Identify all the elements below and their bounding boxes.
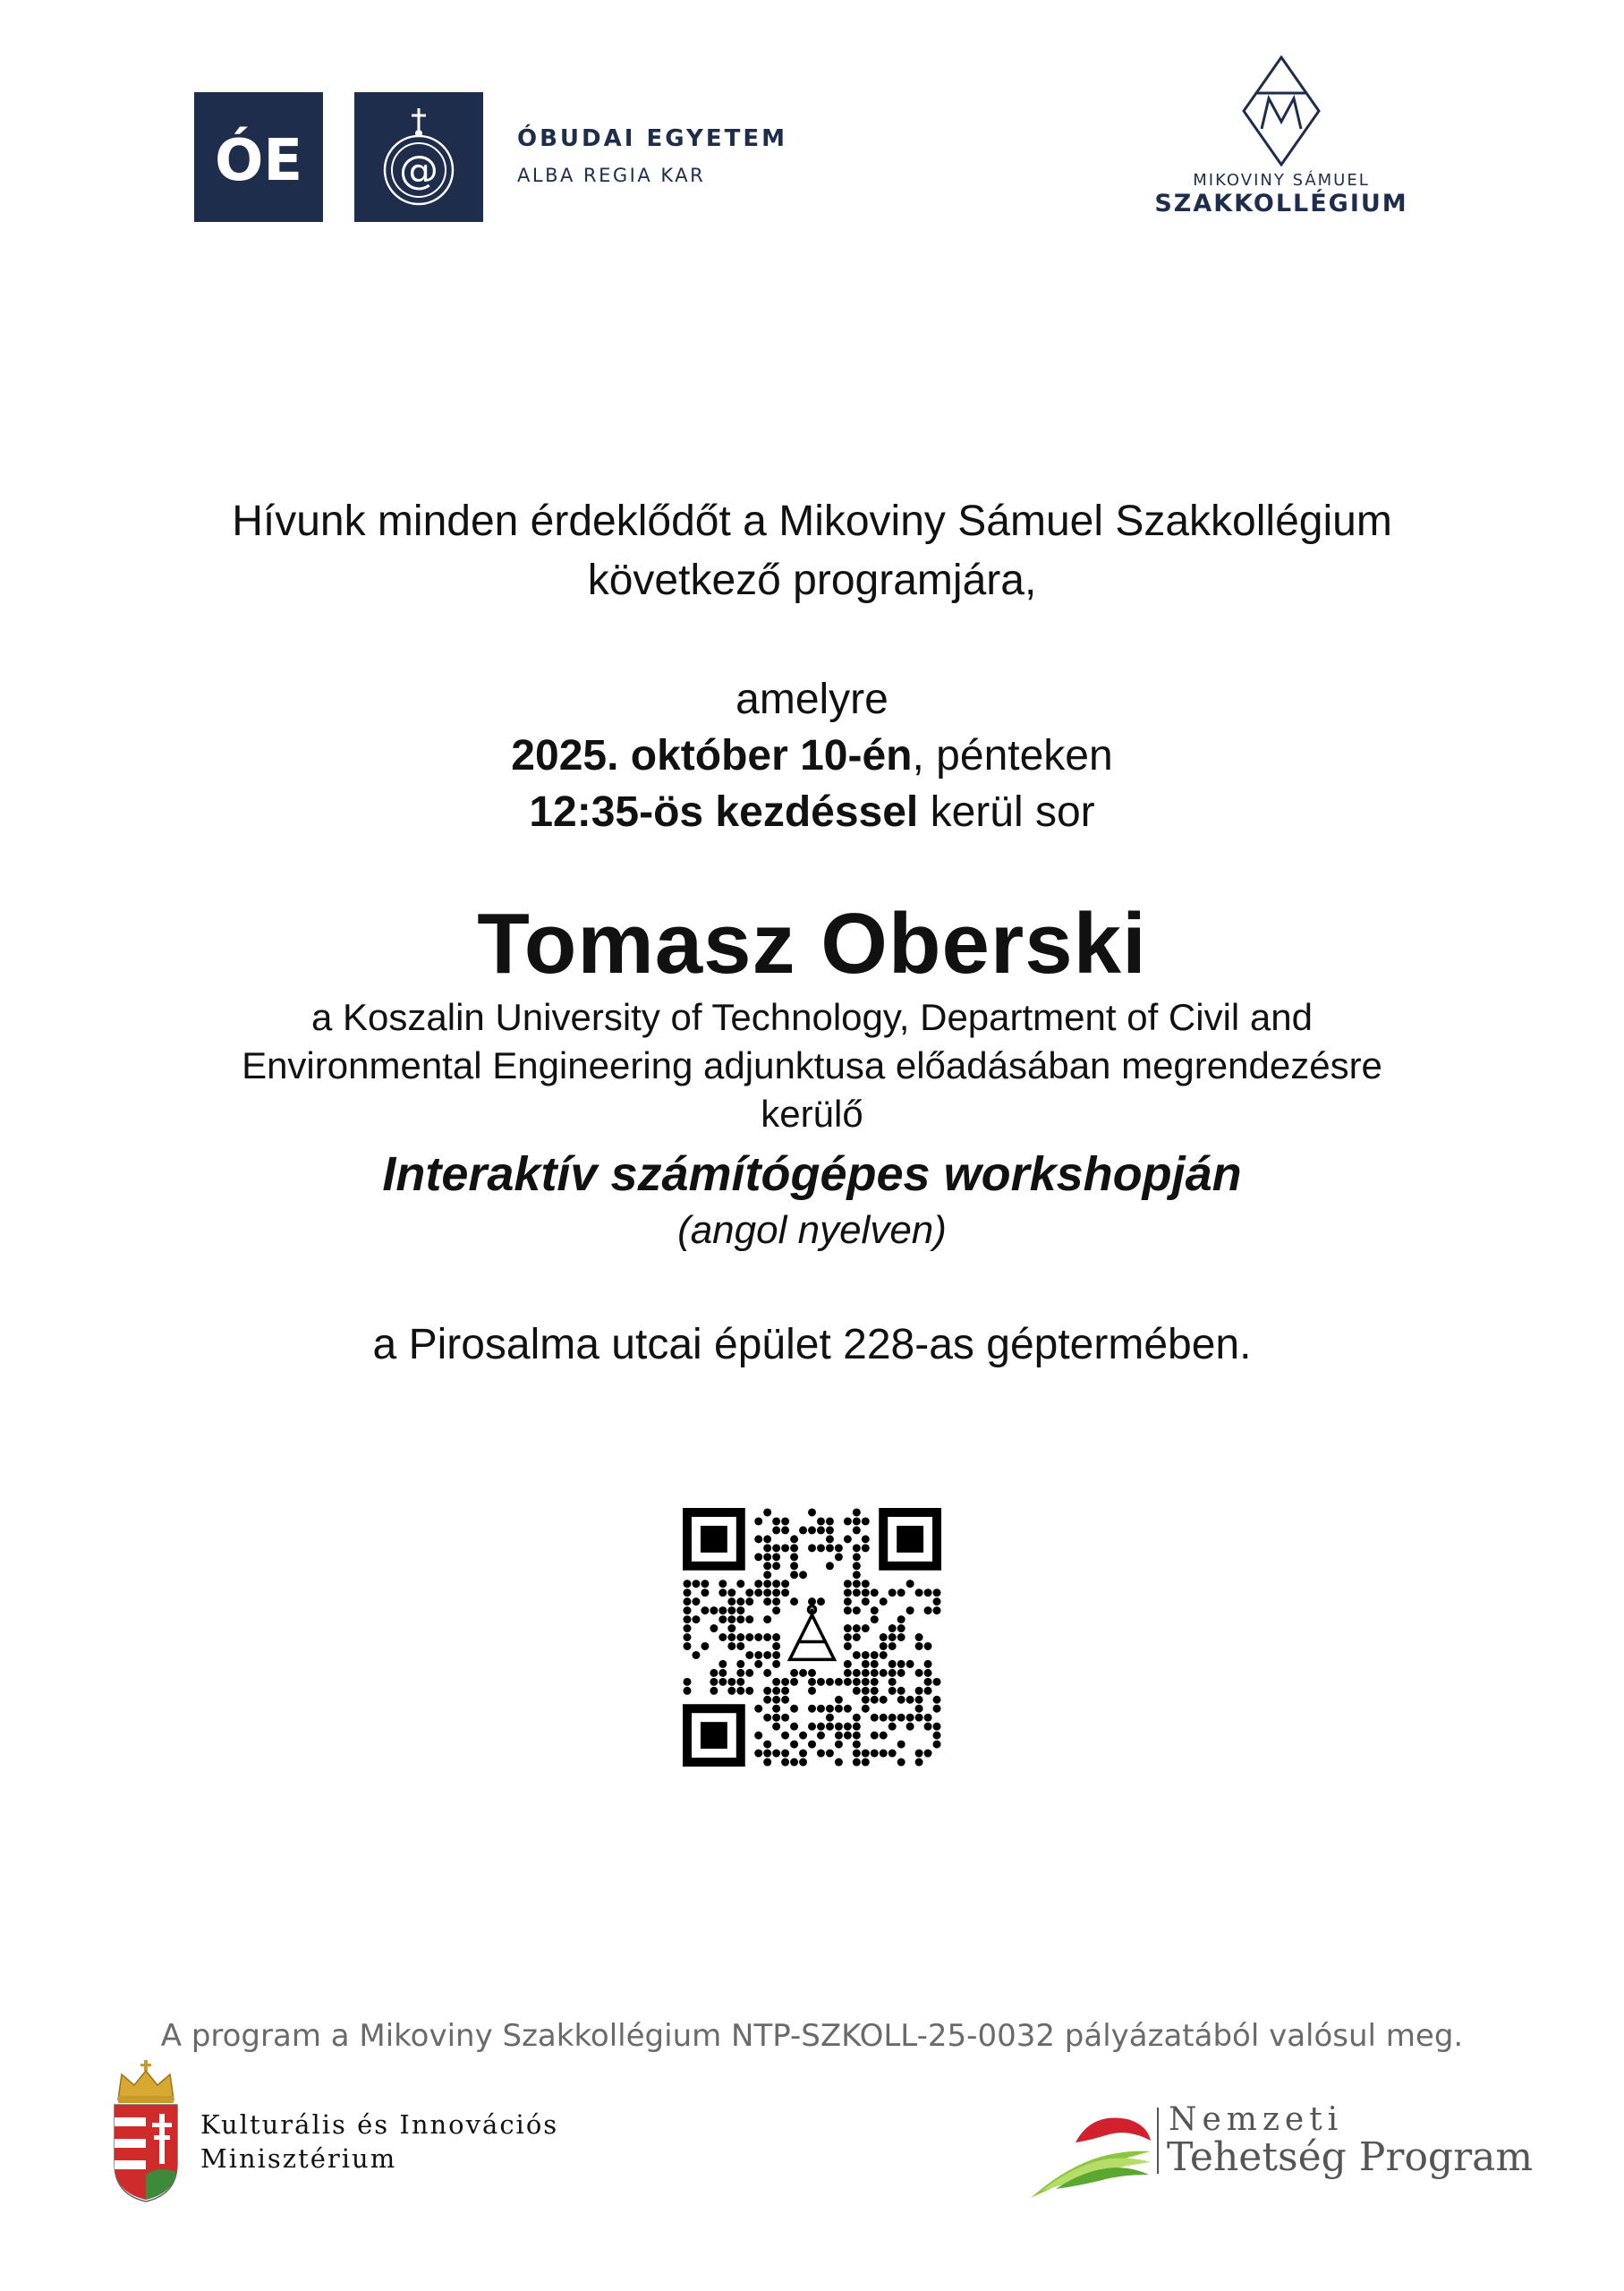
time-line [0, 784, 1624, 840]
intro-line-2: következő programjára, [587, 557, 1037, 604]
svg-text:@: @ [399, 148, 438, 193]
ntp-name-line1: Nemzeti [1169, 2101, 1344, 2138]
college-name-line2: SZAKKOLLÉGIUM [1154, 190, 1408, 217]
event-venue: a Pirosalma utcai épület 228-as géptermében. [372, 1321, 1252, 1368]
event-date: 2025. október 10-én [511, 732, 913, 779]
ntp-name-line2: Tehetség Program [1167, 2134, 1534, 2180]
ntp-divider [1157, 2108, 1159, 2174]
alba-regia-emblem-logo [354, 92, 483, 222]
connector-text: amelyre [735, 676, 889, 723]
invitation-intro [0, 492, 1624, 610]
at-cross-emblem-icon [354, 92, 483, 222]
funding-note: A program a Mikoviny Szakkollégium NTP-SZKOLL-25-0032 pályázatából valósul meg. [160, 2018, 1464, 2054]
mikoviny-diamond-logo [1242, 55, 1321, 166]
qr-code[interactable] [683, 1508, 941, 1767]
affiliation-line-3: kerülő [761, 1093, 863, 1135]
university-name: ÓBUDAI EGYETEM [517, 125, 787, 152]
affiliation-line-1: a Koszalin University of Technology, Department of Civil and [311, 996, 1313, 1038]
event-time: 12:35-ös kezdéssel [529, 788, 919, 836]
affiliation-line-2: Environmental Engineering adjunktusa előadásában megrendezésre [242, 1044, 1382, 1086]
event-datetime [0, 671, 1624, 840]
intro-line-1: Hívunk minden érdeklődőt a Mikoviny Sámuel Szakkollégium [232, 498, 1392, 545]
workshop-title: Interaktív számítógépes workshopján [382, 1147, 1242, 1201]
ministry-line-2: Minisztérium [200, 2143, 397, 2174]
ministry-name [200, 2108, 558, 2176]
event-day: , pénteken [912, 732, 1113, 779]
ministry-line-1: Kulturális és Innovációs [200, 2109, 559, 2140]
ntp-swoosh-icon [1029, 2105, 1154, 2203]
obuda-university-oe-logo [194, 92, 323, 222]
oe-mark-text: ÓE [214, 128, 303, 194]
date-line [0, 728, 1624, 784]
hungarian-coat-of-arms-icon [109, 2058, 183, 2203]
speaker-affiliation [0, 993, 1624, 1138]
faculty-name: ALBA REGIA KAR [517, 165, 706, 186]
event-time-rest: kerül sor [918, 788, 1095, 836]
college-name-line1: MIKOVINY SÁMUEL [1193, 171, 1370, 190]
speaker-name: Tomasz Oberski [477, 896, 1147, 992]
workshop-language: (angol nyelven) [677, 1208, 947, 1252]
